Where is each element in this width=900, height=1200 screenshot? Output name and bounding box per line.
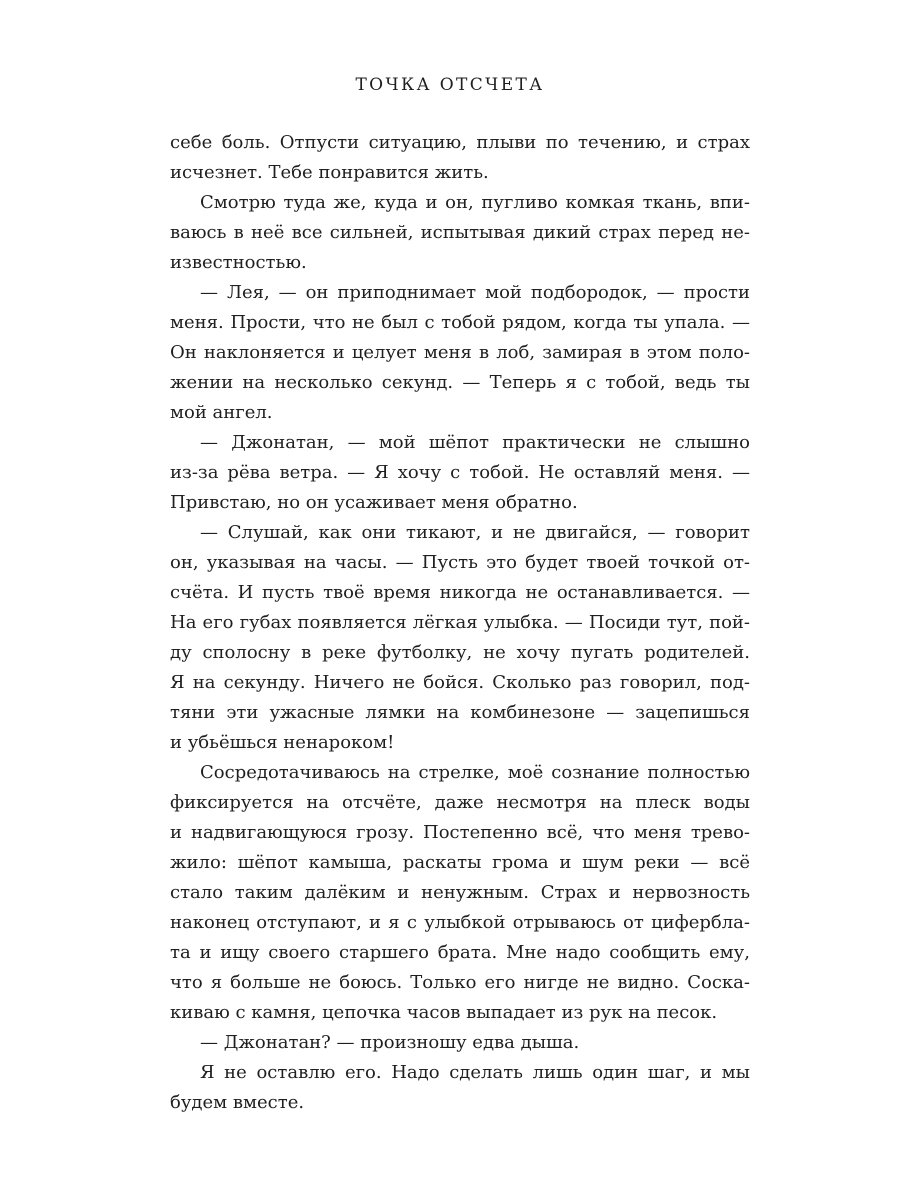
text-line: Смотрю туда же, куда и он, пугливо комкая ткань, впи- xyxy=(200,192,750,213)
text-line: Я не оставлю его. Надо сделать лишь один шаг, и мы xyxy=(200,1062,750,1083)
text-line: — Лея, — он приподнимает мой подбородок, — прости xyxy=(200,282,750,303)
text-line: наконец отступают, и я с улыбкой отрываюсь от цифербла- xyxy=(170,912,750,933)
text-line: ваюсь в неё все сильней, испытывая дикий страх перед не- xyxy=(170,222,750,243)
text-line: — Джонатан? — произношу едва дыша. xyxy=(200,1032,580,1053)
text-line: Сосредотачиваюсь на стрелке, моё сознание полностью xyxy=(200,762,750,783)
paragraph xyxy=(170,1028,750,1058)
text-line: тяни эти ужасные лямки на комбинезоне — зацепишься xyxy=(170,702,750,723)
running-head: ТОЧКА ОТСЧЕТА xyxy=(355,75,545,95)
paragraph xyxy=(170,758,750,1028)
text-line: жило: шёпот камыша, раскаты грома и шум реки — всё xyxy=(170,852,750,873)
text-line: меня. Прости, что не был с тобой рядом, когда ты упала. — xyxy=(170,312,750,333)
text-line: мой ангел. xyxy=(170,402,273,423)
text-line: Он наклоняется и целует меня в лоб, замирая в этом поло- xyxy=(170,342,750,363)
text-line: жении на несколько секунд. — Теперь я с тобой, ведь ты xyxy=(170,372,750,393)
text-line: и убьёшься ненароком! xyxy=(170,732,395,753)
paragraph xyxy=(170,428,750,518)
text-line: — Слушай, как они тикают, и не двигайся, — говорит xyxy=(200,522,750,543)
paragraph xyxy=(170,518,750,758)
text-line: из-за рёва ветра. — Я хочу с тобой. Не оставляй меня. — xyxy=(170,462,750,483)
text-line: киваю с камня, цепочка часов выпадает из рук на песок. xyxy=(170,1002,718,1023)
text-line: фиксируется на отсчёте, даже несмотря на плеск воды xyxy=(170,792,750,813)
text-line: исчезнет. Тебе понравится жить. xyxy=(170,162,489,183)
text-line: ду сполосну в реке футболку, не хочу пугать родителей. xyxy=(170,642,750,663)
paragraph xyxy=(170,1058,750,1118)
text-line: будем вместе. xyxy=(170,1092,305,1113)
text-line: На его губах появляется лёгкая улыбка. — Посиди тут, пой- xyxy=(170,612,750,633)
paragraph xyxy=(170,278,750,428)
text-line: та и ищу своего старшего брата. Мне надо сообщить ему, xyxy=(170,942,750,963)
text-line: счёта. И пусть твоё время никогда не останавливается. — xyxy=(170,582,750,603)
text-line: что я больше не боюсь. Только его нигде не видно. Соска- xyxy=(170,972,750,993)
text-line: стало таким далёким и ненужным. Страх и нервозность xyxy=(170,882,750,903)
text-line: и надвигающуюся грозу. Постепенно всё, что меня трево- xyxy=(170,822,750,843)
text-line: — Джонатан, — мой шёпот практически не слышно xyxy=(200,432,750,453)
paragraph xyxy=(170,128,750,188)
body-text xyxy=(170,128,750,1118)
text-line: себе боль. Отпусти ситуацию, плыви по течению, и страх xyxy=(170,132,750,153)
paragraph xyxy=(170,188,750,278)
text-line: он, указывая на часы. — Пусть это будет твоей точкой от- xyxy=(170,552,750,573)
text-line: Я на секунду. Ничего не бойся. Сколько раз говорил, под- xyxy=(170,672,750,693)
text-line: Привстаю, но он усаживает меня обратно. xyxy=(170,492,578,513)
text-line: известностью. xyxy=(170,252,307,273)
